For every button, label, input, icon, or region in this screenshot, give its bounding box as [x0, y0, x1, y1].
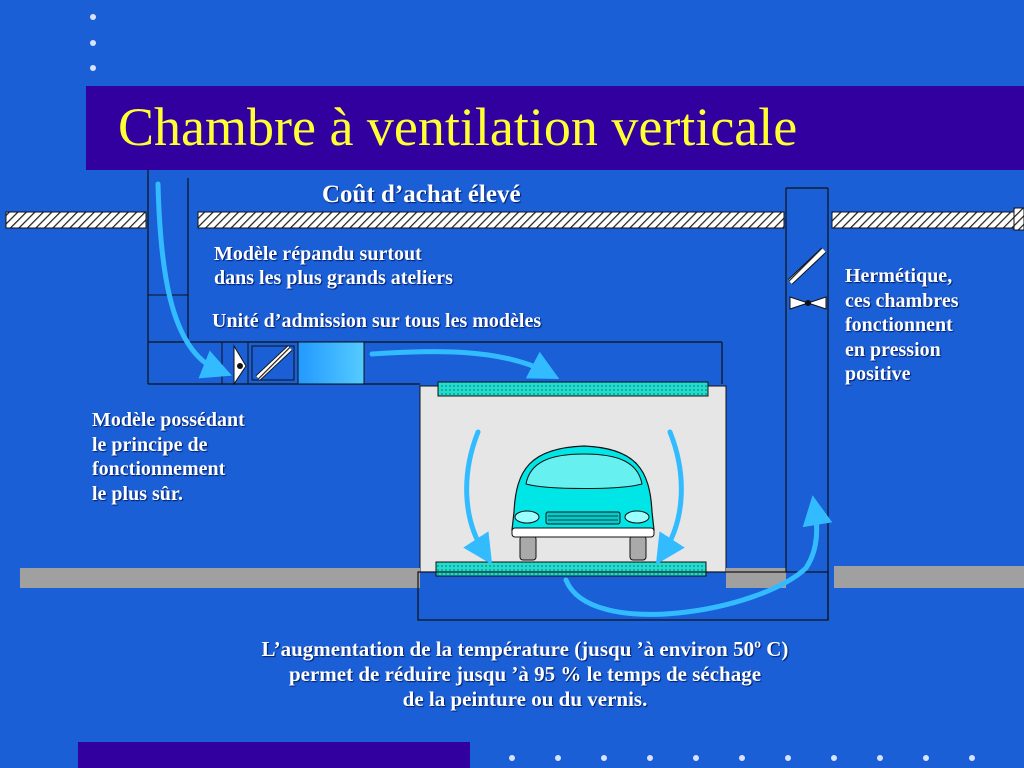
intake-filter-icon	[252, 346, 294, 380]
slide-title: Chambre à ventilation verticale	[118, 97, 798, 157]
ceiling-filter	[438, 382, 708, 396]
label-common-model	[214, 242, 453, 290]
label-safe-model	[92, 408, 245, 506]
label-line: ces chambres	[845, 289, 959, 312]
label-line: de la peinture ou du vernis.	[402, 686, 648, 711]
roof-left	[6, 212, 146, 228]
exhaust-fan-icon	[790, 297, 826, 309]
label-line: Hermétique,	[845, 265, 953, 287]
label-temperature	[140, 637, 910, 711]
label-line: le plus sûr.	[92, 482, 183, 505]
label-line: le principe de	[92, 433, 208, 456]
label-intake: Unité d’admission sur tous les modèles	[212, 310, 542, 332]
label-line: Modèle possédant	[92, 409, 245, 431]
roof-middle	[198, 212, 784, 228]
label-line: fonctionnent	[845, 314, 953, 337]
airflow-arrow-supply	[372, 352, 546, 372]
floor-left	[20, 568, 420, 588]
label-line: permet de réduire jusqu ’à 95 % le temps de séchage	[288, 661, 762, 686]
label-line: Modèle répandu surtout	[214, 243, 422, 265]
fan-icon	[234, 346, 246, 384]
subtitle: Coût d’achat élevé	[322, 181, 521, 208]
label-line: L’augmentation de la température (jusqu ’à environ 50º C)	[261, 637, 789, 661]
exhaust-filter-icon	[790, 250, 824, 282]
label-hermetic	[845, 264, 959, 387]
label-line: en pression	[845, 338, 941, 361]
label-line: fonctionnement	[92, 458, 226, 481]
roof-right	[832, 212, 1014, 228]
label-line: dans les plus grands ateliers	[214, 267, 453, 289]
roof-edge	[1014, 208, 1024, 230]
heater-unit	[298, 342, 364, 384]
label-line: positive	[845, 363, 911, 386]
floor-right	[834, 566, 1024, 588]
floor-grating	[436, 562, 706, 576]
